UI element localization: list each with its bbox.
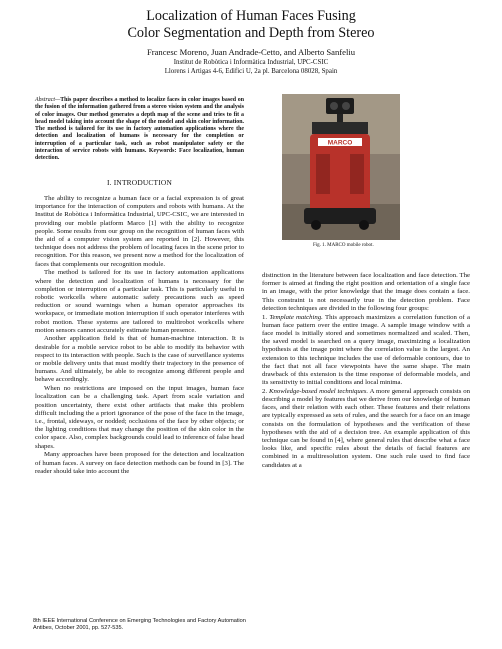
robot-side-panel xyxy=(316,154,330,194)
robot-wheel-right xyxy=(359,220,369,230)
robot-camera-lens-left xyxy=(330,102,338,110)
robot-top-deck xyxy=(312,122,368,134)
intro-paragraph: When no restrictions are imposed on the input images, human face localization can be a challenging task. Apart from scale variation and position uncertainty, there exist other artifacts that make this problem difficult including the a priori ignorance of the pose of the face in the image, i.e., frontal, sideways, or nodded; occlusions of the face by other objects; or the lighting conditions that may change the position of the skin color in the color space. Also, complex backgrounds could lead to inference of false head shapes. xyxy=(35,385,244,450)
robot-camera-lens-right xyxy=(342,102,350,110)
abstract xyxy=(35,97,244,163)
right-column-body xyxy=(262,272,470,470)
intro-paragraph: The method is tailored for its use in factory automation applications where the detection and localization of humans is necessary for the completion or interruption of a particular task. This is particularly useful in robotic workcells where automatic safety precautions such as speed reduction or sound warnings when a human operator approaches its workspace, or immediate motion interruption if such operator interferes with robot motion. These systems are tailored to multirobot workcells where motion sensors cannot accurately estimate human presence. xyxy=(35,269,244,334)
item-number: 1. xyxy=(262,313,268,321)
continued-paragraph: distinction in the literature between face localization and face detection. The former is aimed at finding the right position and orientation of a single face in an image, with the prior knowledge that the image does contain a face. This constraint is not necessarily true in the detection problem. Face detection techniques are divided in the following four groups: xyxy=(262,272,470,312)
title-line-2: Color Segmentation and Depth from Stereo xyxy=(127,25,375,41)
section-heading: I. INTRODUCTION xyxy=(107,178,172,187)
robot-label-text: MARCO xyxy=(327,139,353,147)
robot-figure xyxy=(282,94,400,240)
title-line-1: Localization of Human Faces Fusing xyxy=(146,8,356,24)
affiliation-line-2: Llorens i Artigas 4-6, Edifici U, 2a pl. Barcelona 08028, Spain xyxy=(164,68,338,75)
footer-location: Antibes, October 2001, pp. 527-535. xyxy=(33,625,124,631)
intro-paragraph: Many approaches have been proposed for the detection and localization of human faces. A survey on face detection methods can be found in [3]. The reader should take into account the xyxy=(35,451,244,475)
intro-paragraph: Another application field is that of human-machine interaction. It is desirable for a mobile service robot to be able to modify its behavior with respect to its interaction with people. Such is the case of surveillance systems or mobile delivery units that must modify their trajectory in the presence of humans. And ultimately, be able to recognize among different people and behave accordingly. xyxy=(35,335,245,384)
figure-caption: Fig. 1. MARCO mobile robot. xyxy=(313,243,374,248)
affiliation-line-1: Institut de Robòtica i Informàtica Industrial, UPC-CSIC xyxy=(173,59,329,66)
abstract-label: Abstract— xyxy=(35,97,61,103)
technique-item-template-matching xyxy=(262,314,470,388)
robot-wheel-left xyxy=(311,220,321,230)
item-number: 2. xyxy=(262,387,268,395)
paper-title xyxy=(0,8,502,42)
item-text: This approach maximizes a correlation function of a human face pattern over the entire image. A sample image window with a face model is initially stored and sometimes normalized and scaled. Then, the saved model is searched on a query image, maximizing a localization hypothesis at the image point where the correlation value is the largest. An extension to this technique includes the use of deformable contours, due to the fact that not all face viewpoints have the same shape. The main drawback of this extension is the time response of deformable models, and its sensitivity to initial conditions and local minima. xyxy=(262,313,471,387)
item-text: A more general approach consists on describing a model by features that we derive from our knowledge of human faces, and their relation with each other. These features and their relations are typically expressed as sets of rules, and the search for a face on an image consists on the formulation of hypotheses and the verification of these hypotheses with the aid of a decision tree. An example application of this technique can be found in [4], where general rules that describe what a face looks like, and specific rules about the details of facial features are combined in a multiresolution system. One such rule used to find face candidates at a xyxy=(262,387,471,469)
abstract-text: This paper describes a method to localize faces in color images based on the fusion of the information gathered from a stereo vision system and the analysis of color images. Our method generates a depth map of the scene and tries to fit a head model taking into account the shape of the model and skin color information. The method is tailored for its use in factory automation applications where the detection and localization of humans is necessary for the completion or interruption of a particular task, such as robot manipulator safety or the interaction of service robots with humans. Keywords: Face localization, human detection. xyxy=(35,97,244,162)
author-list: Francesc Moreno, Juan Andrade-Cetto, and Alberto Sanfeliu xyxy=(146,47,356,57)
intro-paragraph: The ability to recognize a human face or a facial expression is of great importance for the interaction of computers and robots with humans. At the Institut de Robòtica i Informàtica Industrial, UPC-CSIC, we are interested in providing our mobile platform Marco [1] with the ability to recognize people. Some results from our group on the recognition of human faces with the aid of a computer vision system are reported in [2]. However, this technique does not address the problem of locating faces in the scene prior to recognition. For this reason, we present now a method for the localization of faces that complements our recognition module. xyxy=(35,195,244,268)
left-column-body xyxy=(35,195,244,476)
robot-side-panel xyxy=(350,154,364,194)
item-term: Knowledge-based model techniques. xyxy=(268,387,369,395)
footer-conference: 8th IEEE International Conference on Emerging Technologies and Factory Automation xyxy=(33,618,246,624)
technique-item-knowledge-based xyxy=(262,388,470,470)
marco-robot-photo xyxy=(282,94,400,240)
publication-footer xyxy=(33,618,333,632)
item-term: Template matching. xyxy=(269,313,323,321)
